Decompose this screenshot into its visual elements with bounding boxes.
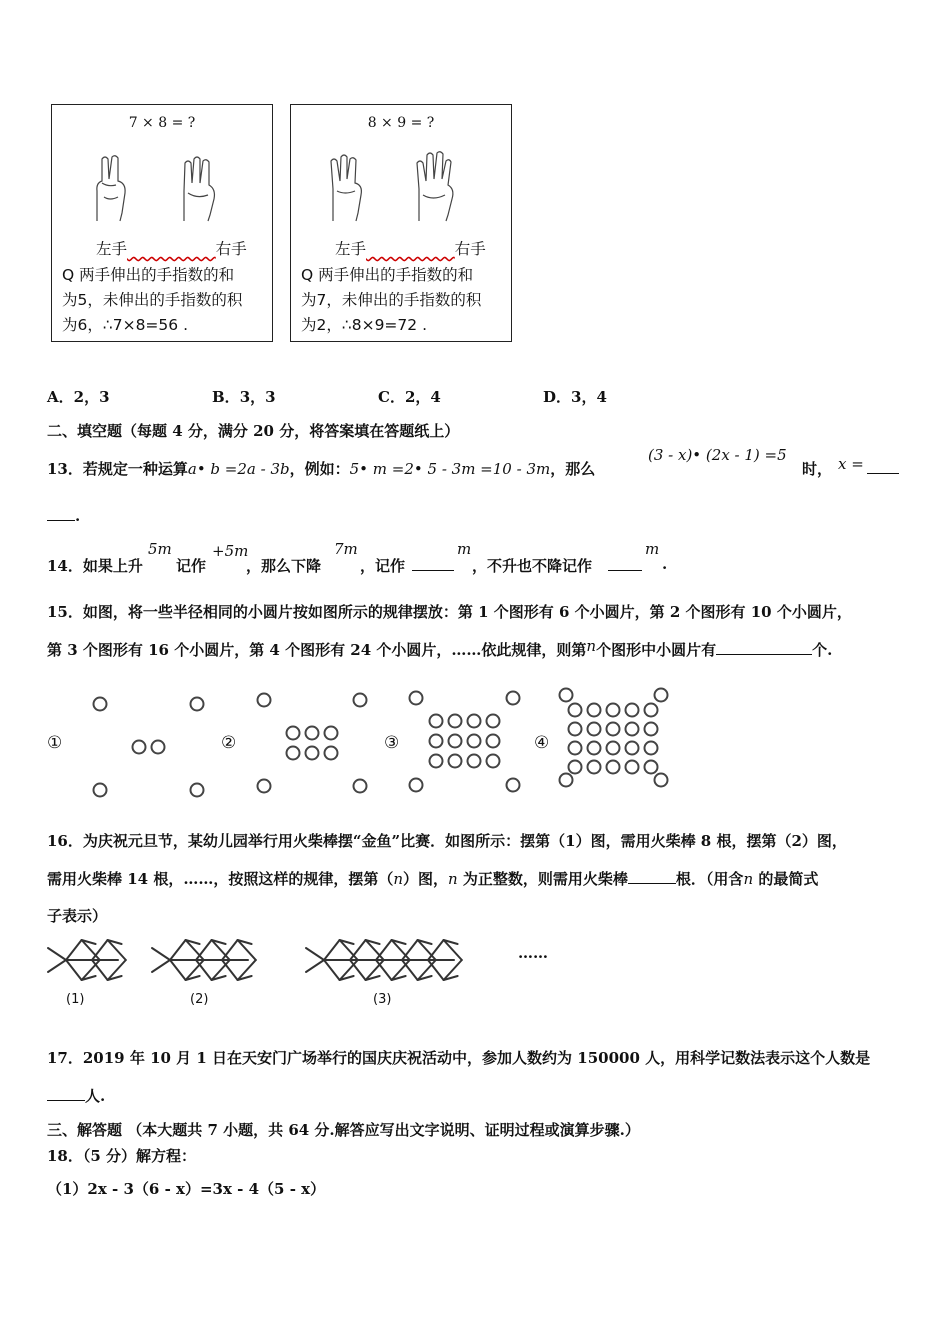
matchstick xyxy=(306,960,324,972)
section-heading: 二、填空题（每题 4 分，满分 20 分，将答案填在答题纸上） xyxy=(47,422,460,440)
right-hand-label: 右手 xyxy=(454,240,486,258)
figure-label: (2) xyxy=(190,992,209,1007)
question-18-equation: （1）2x - 3（6 - x）=3x - 4（5 - x） xyxy=(47,1180,326,1198)
matchstick xyxy=(152,948,170,960)
option-c[interactable]: C．2，4 xyxy=(378,388,441,406)
question-16-line1: 16．为庆祝元旦节，某幼儿园举行用火柴棒摆“金鱼”比赛．如图所示：摆第（1）图，需用火柴棒 8 根，摆第（2）图， xyxy=(47,832,847,850)
left-hand-label: 左手 xyxy=(96,240,128,258)
card-line: 为7，未伸出的手指数的积 xyxy=(301,291,482,309)
matchstick xyxy=(170,940,186,960)
q14-up-record: +5m xyxy=(212,542,249,560)
q14-prefix: 14．如果上升 xyxy=(47,557,143,575)
q13-continuation: . xyxy=(47,506,80,525)
card-line: 为5，未伸出的手指数的积 xyxy=(62,291,243,309)
question-17-line1: 17．2019 年 10 月 1 日在天安门广场举行的国庆庆祝活动中，参加人数约为 150000 人，用科学记数法表示这个人数是 xyxy=(47,1049,871,1067)
q14-record: 记作 xyxy=(176,557,207,575)
matchstick xyxy=(48,948,66,960)
matchstick xyxy=(324,940,340,960)
question-13: 13．若规定一种运算a• b =2a - 3b，例如：5• m =2• 5 - 3m =10 - 3m，那么 xyxy=(47,460,596,478)
matchstick xyxy=(66,940,82,960)
figure-label: (3) xyxy=(373,992,392,1007)
right-hand-label: 右手 xyxy=(215,240,247,258)
question-18-title: 18．（5 分）解方程： xyxy=(47,1147,197,1165)
figure-label: ③ xyxy=(384,733,400,753)
q14-then: ，那么下降 xyxy=(246,557,322,575)
card-line: Q 两手伸出的手指数的和 xyxy=(62,266,235,284)
q14-unit: m xyxy=(645,540,660,558)
question-17-line2: 人. xyxy=(47,1085,105,1106)
q14-unit: m xyxy=(457,540,472,558)
card-equation: 8 × 9 = ? xyxy=(367,115,435,131)
matchstick xyxy=(306,948,324,960)
q13-condition: (3 - x)• (2x - 1) =5 xyxy=(648,446,787,464)
card-line: 为6，∴7×8=56 . xyxy=(62,316,188,334)
figure-label: ② xyxy=(221,733,237,753)
figure-label: ① xyxy=(47,733,63,753)
q14-down: 7m xyxy=(334,540,358,558)
question-15-line1: 15．如图，将一些半径相同的小圆片按如图所示的规律摆放：第 1 个图形有 6 个小圆片，第 2 个图形有 10 个小圆片， xyxy=(47,603,852,621)
figure-label: ④ xyxy=(534,733,550,753)
question-15-line2: 第 3 个图形有 16 个小圆片，第 4 个图形有 24 个小圆片，……依此规律，则第n个图形中小圆片有 个. xyxy=(47,637,833,659)
question-16-line2: 需用火柴棒 14 根，……，按照这样的规律，摆第（n）图，n 为正整数，则需用火柴棒 根．（用含n 的最简式 xyxy=(47,870,819,888)
q14-up: 5m xyxy=(148,540,172,558)
section-heading: 三、解答题 （本大题共 7 小题，共 64 分.解答应写出文字说明、证明过程或演算步骤.） xyxy=(47,1121,640,1139)
matchstick xyxy=(48,960,66,972)
matchstick xyxy=(66,960,82,980)
option-d[interactable]: D．3，4 xyxy=(543,388,607,406)
ellipsis: …… xyxy=(518,944,548,962)
q14-record2: ，记作 xyxy=(360,557,406,575)
option-a[interactable]: A．2，3 xyxy=(47,388,110,406)
answer-blank[interactable] xyxy=(47,1086,85,1101)
q13-when: 时， xyxy=(802,460,833,478)
card-line: Q 两手伸出的手指数的和 xyxy=(301,266,474,284)
matchstick xyxy=(170,960,186,980)
left-hand-label: 左手 xyxy=(335,240,367,258)
matchstick xyxy=(152,960,170,972)
q14-end: . xyxy=(662,555,668,573)
matchstick xyxy=(324,960,340,980)
card-line: 为2，∴8×9=72 . xyxy=(301,316,427,334)
q14-mid: ，不升也不降记作 xyxy=(472,557,593,575)
q13-x-equals: x = xyxy=(838,455,864,473)
option-b[interactable]: B．3，3 xyxy=(212,388,276,406)
card-equation: 7 × 8 = ? xyxy=(128,115,196,131)
figure-label: (1) xyxy=(66,992,85,1007)
question-16-line3: 子表示） xyxy=(47,907,108,925)
